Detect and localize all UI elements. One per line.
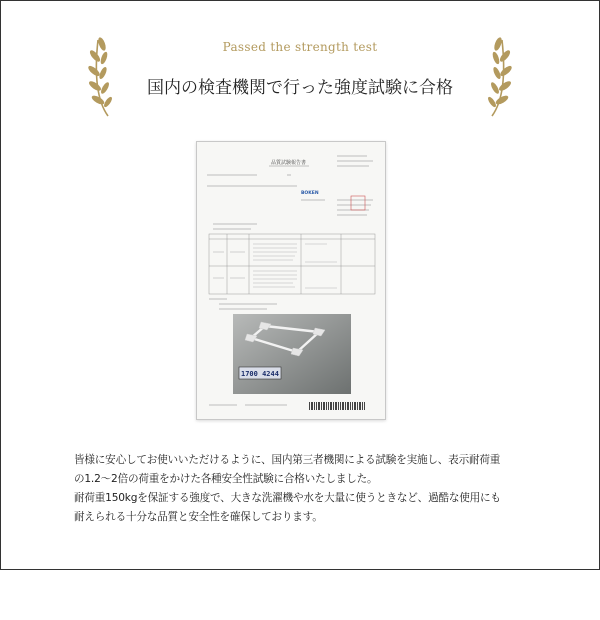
description-text [74, 451, 544, 527]
description-line: 皆様に安心してお使いいただけるように、国内第三者機関による試験を実施し、表示耐荷重 [74, 454, 501, 466]
report-brand: BOKEN [301, 191, 319, 196]
description-line: の1.2〜2倍の荷重をかけた各種安全性試験に合格いたしました。 [74, 473, 378, 485]
report-heading: 品質試験報告書 [271, 160, 307, 166]
section-title: 国内の検査機関で行った強度試験に合格 [147, 78, 453, 98]
test-report-scan [197, 142, 385, 419]
description-line: 耐えられる十分な品質と安全性を確保しております。 [74, 511, 323, 523]
description-line: 耐荷重150kgを保証する強度で、大きな洗濯機や水を大量に使うときなど、過酷な使用にも [74, 492, 501, 504]
test-report-image [196, 141, 386, 420]
section-subtitle: Passed the strength test [222, 40, 378, 54]
plate-number: 1700 4244 [241, 370, 279, 378]
